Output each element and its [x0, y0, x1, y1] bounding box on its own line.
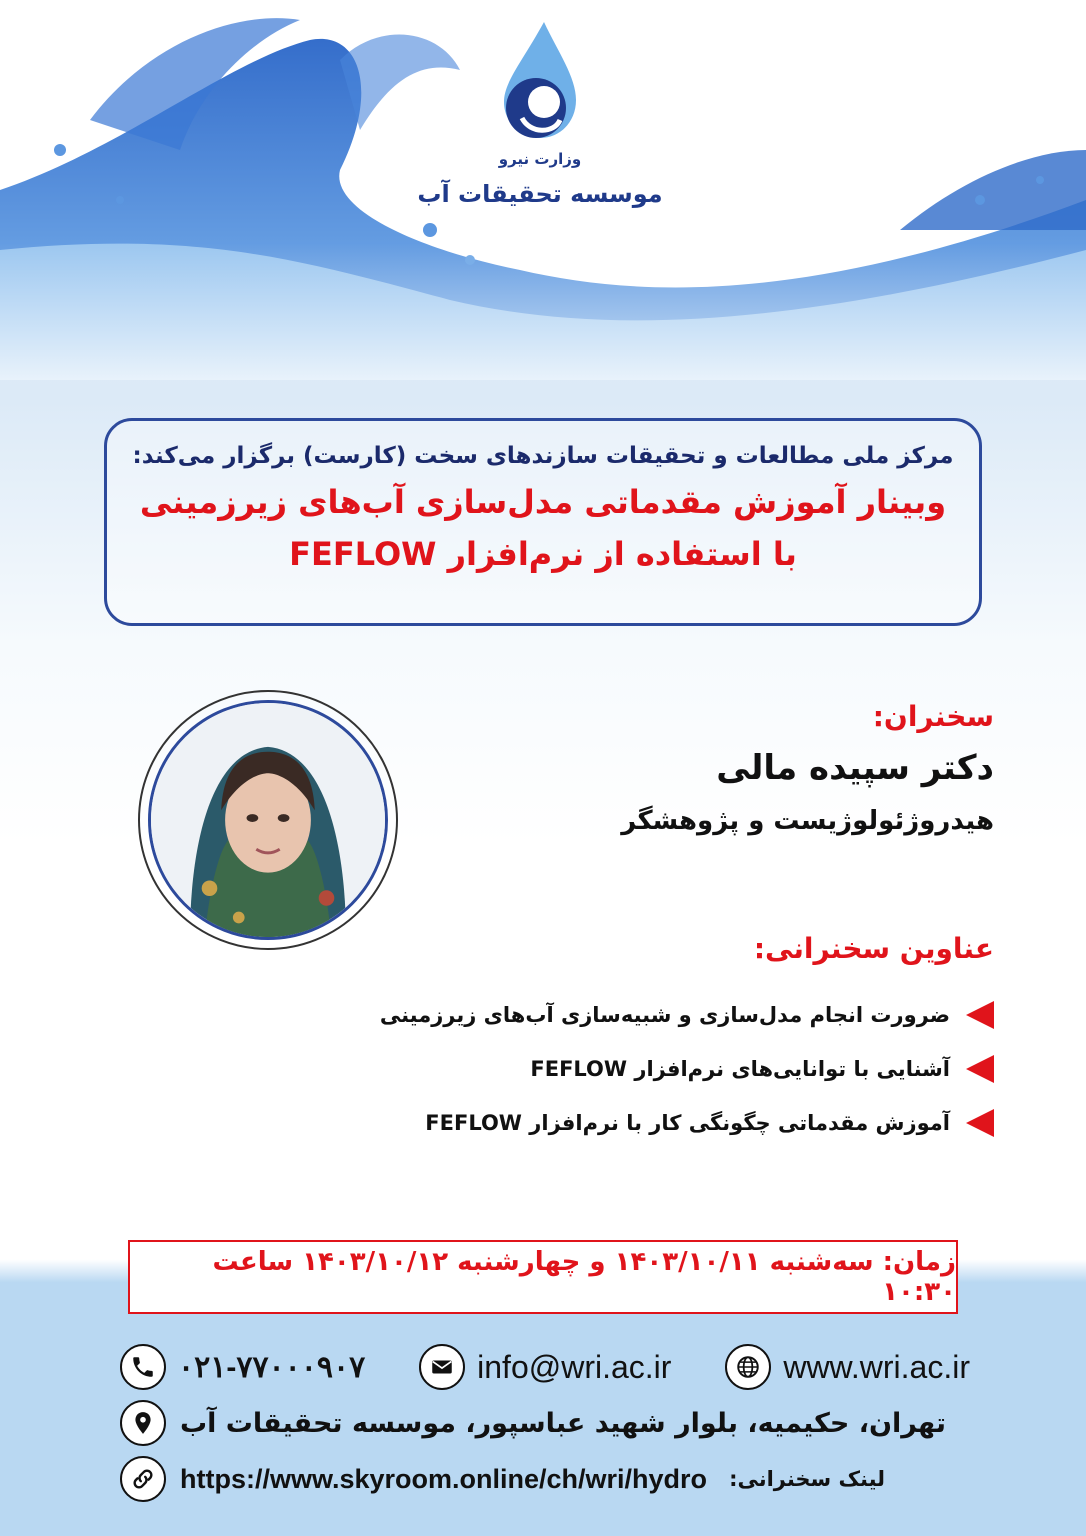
list-item — [294, 1042, 994, 1096]
schedule-text: زمان: سه‌شنبه ۱۴۰۳/۱۰/۱۱ و چهارشنبه ۱۴۰۳/۱۰/۱۲ ساعت ۱۰:۳۰ — [212, 1247, 956, 1307]
email-group — [419, 1344, 671, 1390]
speaker-heading: سخنران: — [872, 700, 994, 733]
email-link[interactable]: info@wri.ac.ir — [477, 1348, 672, 1385]
triangle-bullet-icon — [966, 1055, 994, 1083]
contact-row — [120, 1344, 970, 1390]
link-icon — [120, 1456, 166, 1502]
topic-text: آموزش مقدماتی چگونگی کار با نرم‌افزار FEFLOW — [425, 1111, 950, 1135]
speaker-role: هیدروژئولوژیست و پژوهشگر — [621, 806, 994, 836]
webinar-title: وبینار آموزش مقدماتی مدل‌سازی آب‌های زیرزمینی — [139, 483, 947, 521]
phone-icon — [120, 1344, 166, 1390]
webinar-subtitle: با استفاده از نرم‌افزار FEFLOW — [289, 535, 797, 573]
speaker-photo — [148, 700, 388, 940]
phone-number: ۰۲۱-۷۷۰۰۰۹۰۷ — [178, 1350, 366, 1384]
list-item — [294, 988, 994, 1042]
topic-text: آشنایی با توانایی‌های نرم‌افزار FEFLOW — [530, 1057, 950, 1081]
webinar-title-box — [104, 418, 982, 626]
address-row — [120, 1400, 970, 1446]
link-row — [120, 1456, 970, 1502]
speaker-name: دکتر سپیده مالی — [716, 748, 994, 788]
schedule-box — [128, 1240, 958, 1314]
phone-group — [120, 1344, 365, 1390]
list-item — [294, 1096, 994, 1150]
webinar-link[interactable]: https://www.skyroom.online/ch/wri/hydro — [180, 1463, 708, 1494]
triangle-bullet-icon — [966, 1001, 994, 1029]
address-text: تهران، حکیمیه، بلوار شهید عباسپور، موسسه تحقیقات آب — [180, 1407, 947, 1439]
institute-name: موسسه تحقیقات آب — [417, 180, 663, 208]
triangle-bullet-icon — [966, 1109, 994, 1137]
website-link[interactable]: www.wri.ac.ir — [783, 1348, 970, 1385]
topics-list — [294, 988, 994, 1150]
website-group — [725, 1344, 970, 1390]
topics-heading: عناوین سخنرانی: — [753, 932, 994, 965]
topic-text: ضرورت انجام مدل‌سازی و شبیه‌سازی آب‌های زیرزمینی — [379, 1003, 950, 1027]
envelope-icon — [419, 1344, 465, 1390]
location-pin-icon — [120, 1400, 166, 1446]
organizer-intro: مرکز ملی مطالعات و تحقیقات سازندهای سخت (کارست) برگزار می‌کند: — [132, 443, 954, 469]
globe-icon — [725, 1344, 771, 1390]
link-label: لینک سخنرانی: — [729, 1467, 886, 1491]
ministry-name: وزارت نیرو — [498, 150, 582, 168]
water-drop-logo-icon — [498, 22, 578, 142]
